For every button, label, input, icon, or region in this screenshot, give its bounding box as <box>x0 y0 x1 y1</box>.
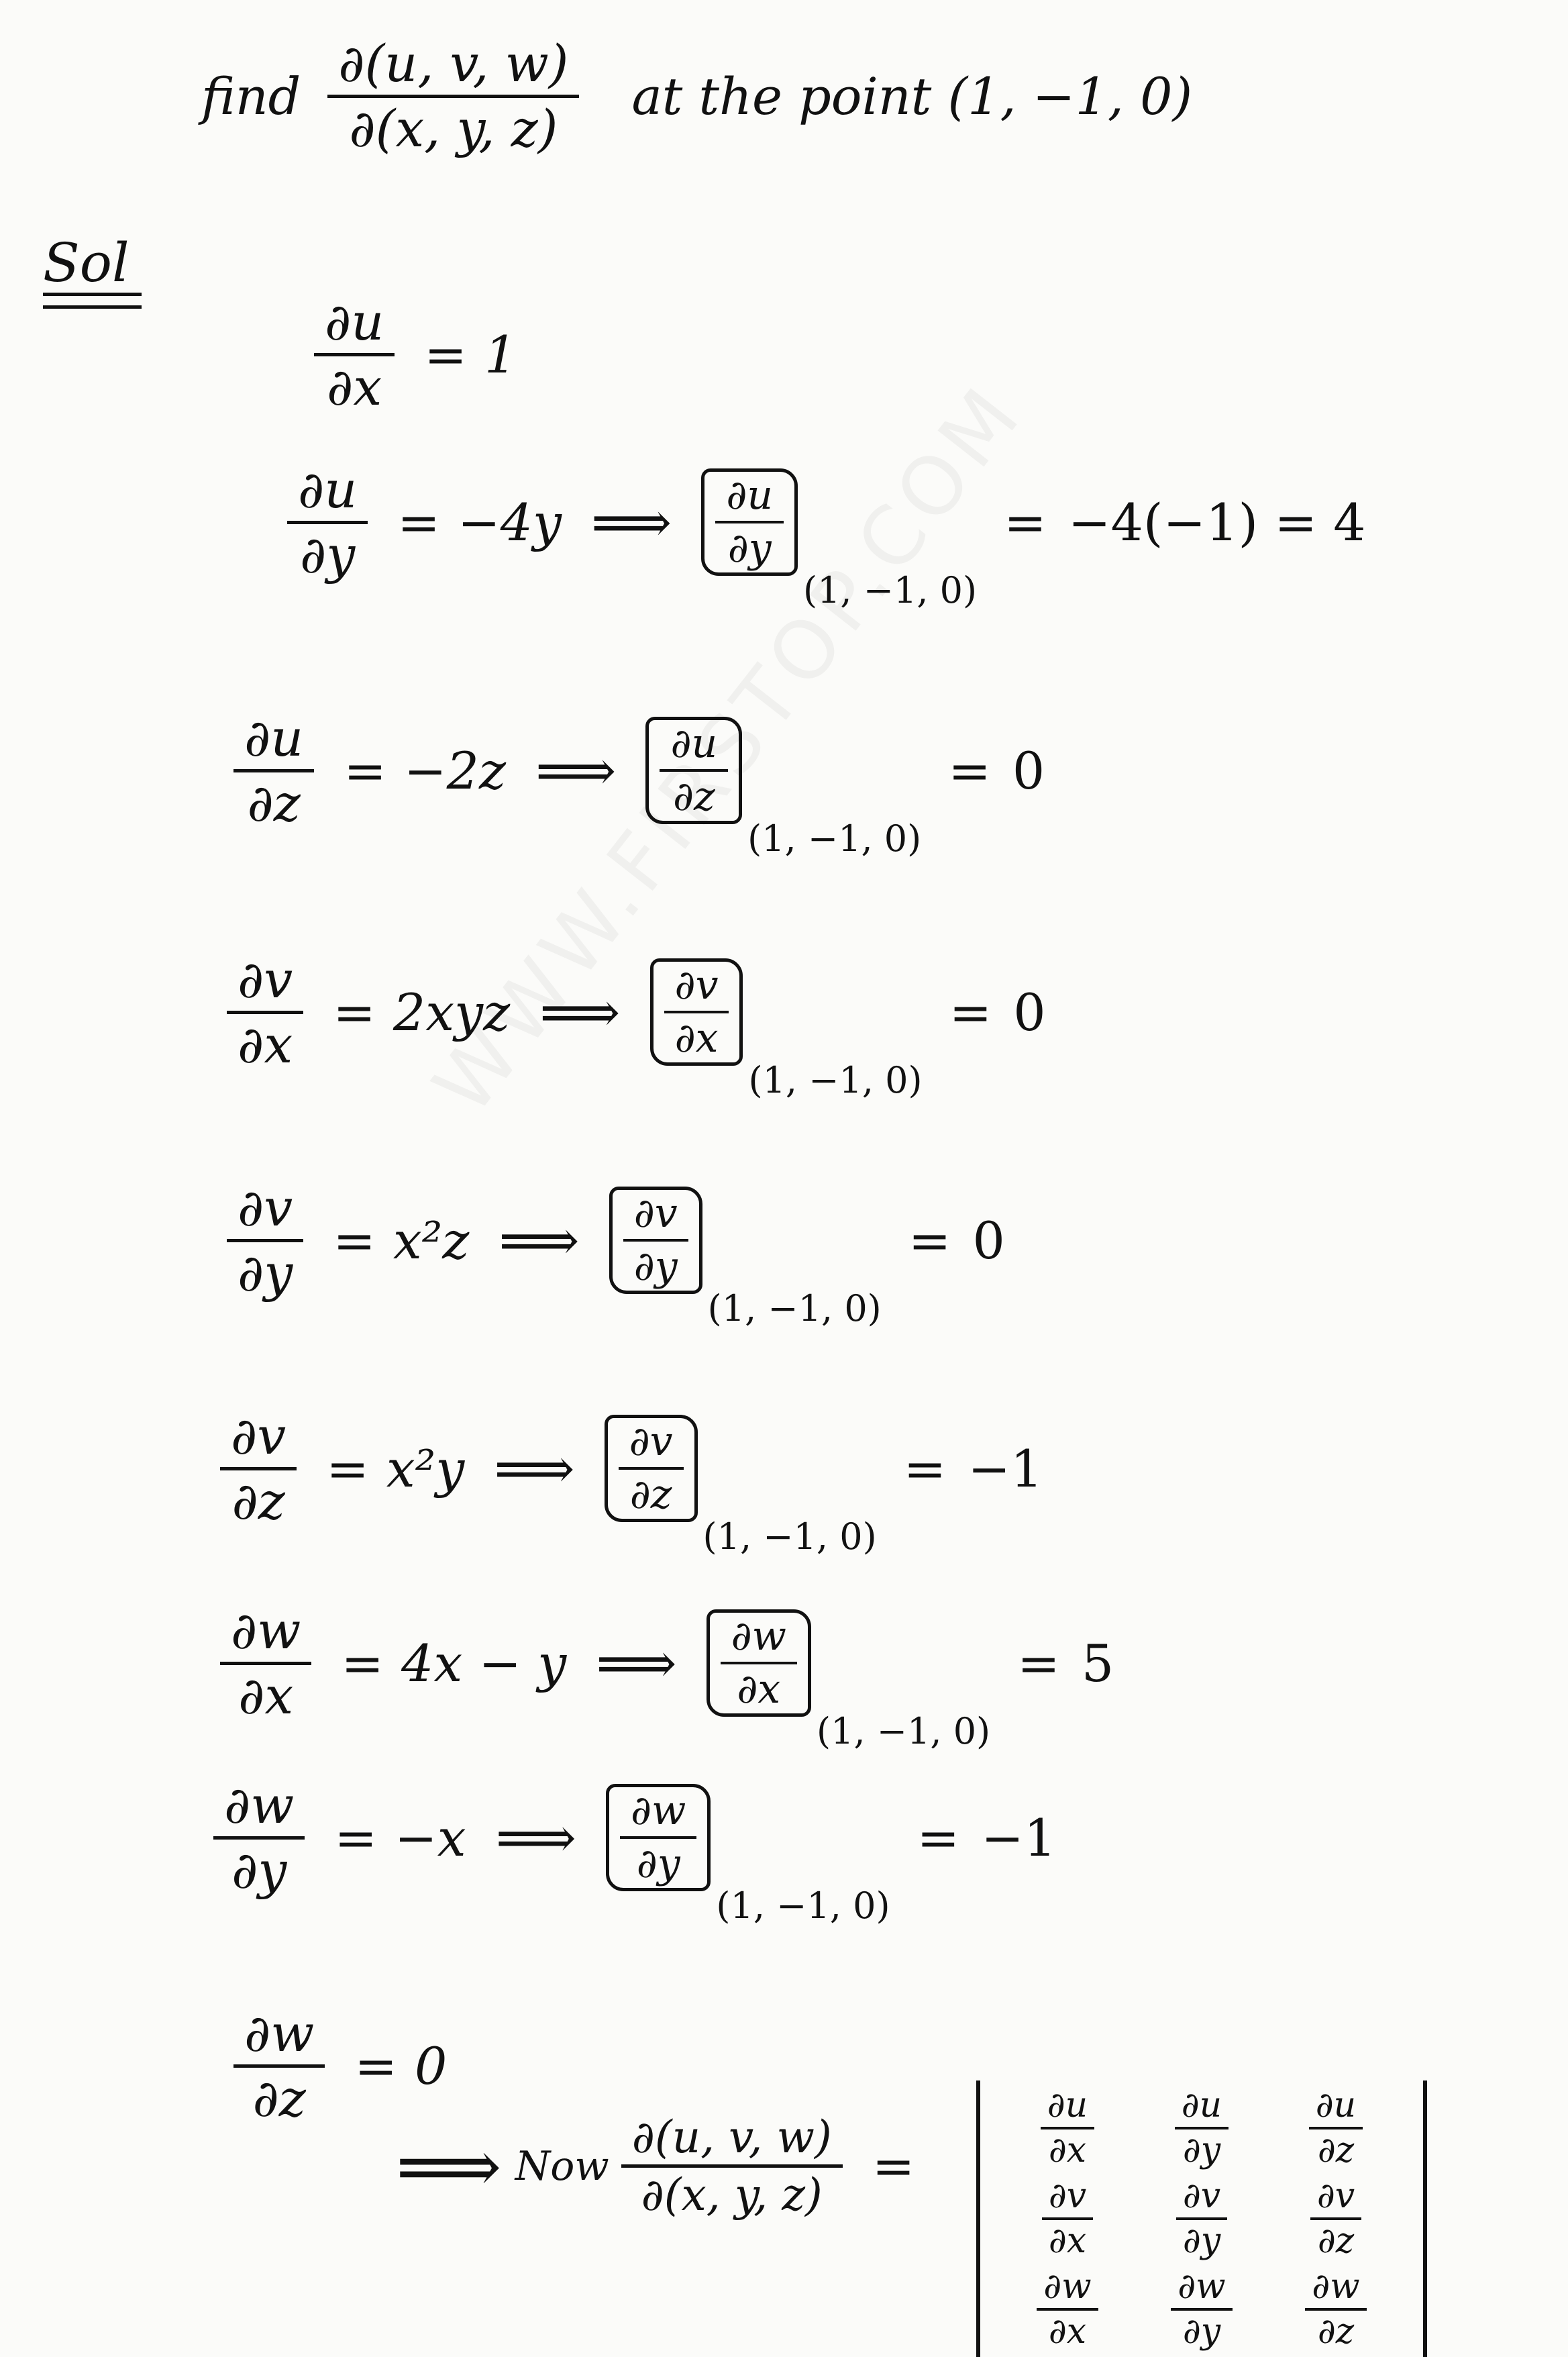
evaluated-value: 5 <box>1081 1633 1114 1693</box>
partial-denominator: ∂z <box>231 1470 285 1531</box>
partial-row <box>201 1775 1057 1927</box>
entry-denominator: ∂y <box>1182 2220 1221 2261</box>
determinant-entry <box>1135 2268 1269 2350</box>
equals-sign: = <box>949 982 992 1042</box>
implies-arrow: ⟹ <box>590 489 672 556</box>
evaluated-value: −4(−1) = 4 <box>1067 492 1366 552</box>
partial-expression: 2xyz <box>393 982 511 1042</box>
partial-numerator: ∂w <box>213 1778 305 1840</box>
evaluated-value: −1 <box>981 1807 1057 1868</box>
equals-sign: = <box>1017 1633 1060 1693</box>
evaluation-point: (1, −1, 0) <box>747 817 922 860</box>
partial-row <box>275 460 1366 611</box>
determinant-entry <box>1269 2178 1403 2259</box>
final-jacobian <box>621 2111 843 2221</box>
jacobian-determinant <box>976 2080 1427 2357</box>
equals-sign: = <box>1004 492 1047 552</box>
implies-arrow: ⟹ <box>596 1630 677 1697</box>
equals-sign: = <box>424 324 467 385</box>
equals-sign: = <box>333 982 376 1042</box>
entry-numerator: ∂u <box>1175 2087 1229 2129</box>
equals-sign: = <box>908 1210 951 1270</box>
evaluated-value: 0 <box>972 1210 1005 1270</box>
partial-derivative <box>314 292 395 417</box>
partial-derivative <box>287 460 368 585</box>
partial-derivative <box>213 1775 305 1900</box>
bracket-derivative <box>715 474 784 570</box>
partial-denominator: ∂y <box>300 524 356 585</box>
implies-arrow: ⟹ <box>494 1436 575 1502</box>
evaluation-point: (1, −1, 0) <box>817 1709 991 1752</box>
determinant-entry <box>1135 2178 1269 2259</box>
partial-expression: −4y <box>457 492 562 552</box>
evaluation-point: (1, −1, 0) <box>748 1058 923 1101</box>
partial-expression: −2z <box>403 740 507 801</box>
partial-numerator: ∂u <box>233 711 314 772</box>
evaluation-point: (1, −1, 0) <box>702 1515 877 1558</box>
bracket-derivative <box>660 720 728 821</box>
partial-row <box>215 950 1046 1101</box>
evaluated-value: −1 <box>968 1438 1043 1499</box>
partial-derivative <box>227 1178 303 1303</box>
determinant-entry <box>1000 2087 1135 2168</box>
partial-expression: x²y <box>386 1438 465 1499</box>
bracket-numerator: ∂v <box>623 1193 688 1242</box>
partial-derivative <box>233 2003 325 2128</box>
evaluated-value: 0 <box>1012 740 1045 801</box>
entry-numerator: ∂v <box>1042 2178 1093 2220</box>
find-word: find <box>201 66 301 126</box>
bracket-derivative <box>623 1190 688 1291</box>
partial-expression: 0 <box>415 2036 448 2096</box>
determinant-entry <box>1000 2178 1135 2259</box>
partial-derivative <box>220 1601 311 1725</box>
evaluation-point: (1, −1, 0) <box>707 1287 882 1330</box>
bracket-numerator: ∂u <box>715 474 784 523</box>
partial-row <box>221 708 1045 860</box>
bracket-derivative <box>619 1418 684 1519</box>
bracket-numerator: ∂v <box>619 1421 684 1470</box>
partial-expression: 1 <box>484 324 517 385</box>
partial-denominator: ∂y <box>231 1840 287 1900</box>
entry-denominator: ∂x <box>1048 2311 1087 2352</box>
partial-numerator: ∂w <box>233 2007 325 2068</box>
partial-row <box>208 1601 1114 1752</box>
final-line <box>396 2111 932 2221</box>
entry-numerator: ∂u <box>1041 2087 1094 2129</box>
at-point-text: at the point (1, −1, 0) <box>631 66 1193 126</box>
evaluation-bracket <box>701 468 798 576</box>
question-line <box>201 34 1193 158</box>
bracket-denominator: ∂x <box>737 1666 781 1713</box>
partial-denominator: ∂y <box>238 1242 293 1303</box>
now-word: Now <box>515 2142 609 2190</box>
evaluation-bracket <box>707 1609 811 1717</box>
entry-denominator: ∂y <box>1182 2311 1221 2352</box>
evaluation-point: (1, −1, 0) <box>803 568 978 611</box>
equals-sign: = <box>872 2136 915 2197</box>
partial-numerator: ∂v <box>220 1409 297 1470</box>
final-jacobian-numerator: ∂(u, v, w) <box>621 2114 843 2168</box>
partial-denominator: ∂z <box>252 2068 306 2128</box>
entry-denominator: ∂z <box>1317 2129 1355 2170</box>
equals-sign: = <box>397 492 440 552</box>
evaluation-bracket <box>609 1187 702 1294</box>
jacobian-numerator: ∂(u, v, w) <box>327 37 579 98</box>
bracket-derivative <box>620 1787 696 1888</box>
question-jacobian <box>327 34 579 158</box>
determinant-entry <box>1135 2087 1269 2168</box>
determinant-entry <box>1269 2268 1403 2350</box>
equals-sign: = <box>326 1438 369 1499</box>
entry-numerator: ∂w <box>1305 2268 1366 2311</box>
equals-sign: = <box>334 1807 378 1868</box>
evaluated-value: 0 <box>1013 982 1046 1042</box>
bracket-denominator: ∂y <box>633 1243 678 1291</box>
bracket-denominator: ∂x <box>674 1015 719 1062</box>
partial-denominator: ∂x <box>238 1014 293 1074</box>
implies-arrow: ⟹ <box>499 1207 580 1274</box>
implies-arrow: ⟹ <box>535 738 617 804</box>
jacobian-denominator: ∂(x, y, z) <box>349 98 558 158</box>
determinant-entry <box>1269 2087 1403 2168</box>
partial-numerator: ∂v <box>227 953 303 1014</box>
entry-numerator: ∂w <box>1171 2268 1232 2311</box>
partial-denominator: ∂z <box>247 772 301 833</box>
implies-arrow: ⟹ <box>539 979 621 1046</box>
evaluation-bracket <box>650 958 743 1066</box>
entry-denominator: ∂z <box>1317 2311 1355 2352</box>
evaluation-bracket <box>645 717 742 824</box>
partial-denominator: ∂x <box>238 1665 294 1725</box>
equals-sign: = <box>341 1633 384 1693</box>
bracket-denominator: ∂y <box>636 1840 680 1888</box>
implies-arrow: ⟹ <box>495 1805 577 1871</box>
bracket-numerator: ∂w <box>721 1615 797 1664</box>
solution-label: Sol <box>43 232 129 294</box>
bracket-numerator: ∂v <box>664 964 729 1013</box>
partial-row <box>302 292 517 417</box>
entry-denominator: ∂y <box>1182 2129 1221 2170</box>
entry-numerator: ∂w <box>1037 2268 1098 2311</box>
partial-derivative <box>233 708 314 833</box>
entry-numerator: ∂v <box>1176 2178 1227 2220</box>
partial-row <box>221 2003 448 2128</box>
entry-denominator: ∂z <box>1317 2220 1355 2261</box>
partial-numerator: ∂u <box>287 463 368 524</box>
bracket-numerator: ∂w <box>620 1790 696 1839</box>
final-jacobian-denominator: ∂(x, y, z) <box>641 2169 823 2221</box>
bracket-denominator: ∂y <box>727 525 772 572</box>
implies-arrow: ⟹ <box>396 2123 495 2209</box>
bracket-denominator: ∂z <box>672 773 715 821</box>
partial-derivative <box>220 1406 297 1531</box>
partial-derivative <box>227 950 303 1074</box>
partial-expression: −x <box>395 1807 466 1868</box>
determinant-entry <box>1000 2268 1135 2350</box>
partial-numerator: ∂w <box>220 1604 311 1665</box>
bracket-denominator: ∂z <box>629 1471 672 1519</box>
partial-row <box>215 1178 1005 1330</box>
evaluation-point: (1, −1, 0) <box>716 1884 890 1927</box>
entry-numerator: ∂u <box>1309 2087 1363 2129</box>
entry-numerator: ∂v <box>1310 2178 1361 2220</box>
equals-sign: = <box>354 2036 398 2096</box>
bracket-numerator: ∂u <box>660 723 728 772</box>
evaluation-bracket <box>605 1415 698 1522</box>
partial-row <box>208 1406 1043 1558</box>
partial-numerator: ∂u <box>314 295 395 356</box>
bracket-derivative <box>664 964 729 1060</box>
partial-expression: x²z <box>393 1210 470 1270</box>
partial-numerator: ∂v <box>227 1181 303 1242</box>
bracket-derivative <box>721 1615 797 1711</box>
partial-expression: 4x − y <box>401 1633 567 1693</box>
partial-denominator: ∂x <box>327 356 382 417</box>
equals-sign: = <box>917 1807 960 1868</box>
equals-sign: = <box>948 740 991 801</box>
entry-denominator: ∂x <box>1048 2220 1087 2261</box>
equals-sign: = <box>333 1210 376 1270</box>
evaluation-bracket <box>606 1784 711 1891</box>
equals-sign: = <box>903 1438 947 1499</box>
equals-sign: = <box>344 740 386 801</box>
entry-denominator: ∂x <box>1048 2129 1087 2170</box>
